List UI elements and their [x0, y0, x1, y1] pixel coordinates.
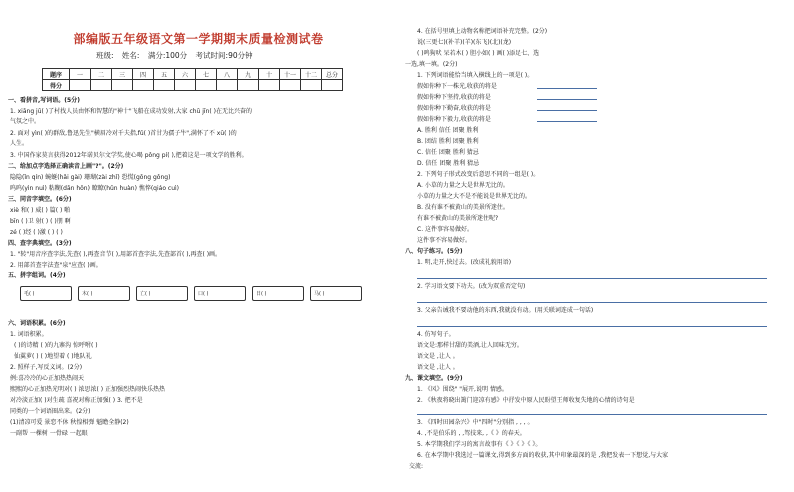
score-table-col: 十二 [301, 69, 322, 80]
score-table-col: 四 [133, 69, 154, 80]
score-table [42, 68, 343, 91]
question-line: 1. 《风》围绕" "展开,说明 情感。 [417, 386, 508, 393]
answer-blank[interactable] [537, 109, 597, 111]
score-table-header-label: 题序 [43, 69, 70, 80]
answer-blank[interactable] [537, 98, 597, 100]
option-line: D. 信任 团聚 胜利 猜忌 [417, 160, 480, 167]
option-line: B. 没有谁不被黄山的美景所迷住。 [417, 204, 509, 211]
section-heading: 九、课文填空。(9分) [405, 375, 463, 382]
word-box-label: 日( ) [256, 291, 267, 297]
question-line: 6. 在本学期中我选过一篇课文,得到多方面的收获,其中印象最深的是 ,我把发表一下想觉,与大家 [417, 452, 669, 459]
answer-line[interactable] [417, 277, 767, 279]
question-line: 对冷淡正加( )对生疏 喜祝对称正加强( ) 3. 把不是 [10, 397, 143, 404]
question-line: 隐隐(ǐn qín) 蜿蜒(hǎi gài) 珊瑚(zài zhǐ) 恐慌(gōng gǒng) [10, 174, 171, 181]
question-line: 4. ,不是伯乐的 , ,驾技来, ,《 》的春天。 [417, 430, 526, 437]
question-line: 1. 词语积累。 [10, 331, 48, 338]
question-line: 交流: [409, 463, 424, 470]
option-line: A. 小草的力量之大是世界无比的。 [417, 182, 509, 189]
answer-blank[interactable] [537, 120, 597, 122]
option-line: A. 胜利 信任 团聚 胜利 [417, 127, 479, 134]
question-line: 2. 面对 yìn( )的群敌,鲁迅先生"横眉冷对千夫指,fǔ( )首甘为孺子牛",满怀了不 xū( )的 [10, 130, 237, 137]
question-line: 语文是:那样甘甜的美酒,让人回味无穷。 [417, 342, 523, 349]
question-line: 2. 下列句子形式改变后意思不同的一组是( )。 [417, 171, 540, 178]
question-line: 人生。 [10, 140, 29, 147]
word-box-label: 亡( ) [140, 291, 151, 297]
word-box-label: 木( ) [82, 291, 93, 297]
option-line: C. 信任 团聚 胜利 猜忌 [417, 149, 479, 156]
question-line: 3. 中国作家莫言获得2012年诺贝尔文学奖,使心喝 pǒng pí( ),把着这是一项文学的胜利。 [10, 152, 248, 159]
question-line: 语文是 ,让人 。 [417, 353, 459, 360]
score-cell[interactable] [196, 80, 217, 91]
question-line: 4. 仿写句子。 [417, 331, 455, 338]
score-table-col: 三 [112, 69, 133, 80]
score-table-col: 八 [217, 69, 238, 80]
word-box[interactable] [194, 286, 246, 301]
question-line: 一副帮 一棵树 一骨碌 一起眼 [10, 430, 88, 437]
word-box[interactable] [20, 286, 72, 301]
question-line: 1. "转"用音序查字法,先查( ),再查音节( ),用部首查字法,先查部首( ),再查( )画。 [10, 251, 222, 258]
question-line: xiè 和( ) 威( ) 篇( ) 啪 [10, 207, 71, 214]
section-heading: 五、拼字组词。(4分) [8, 272, 66, 279]
question-line: bīn ( )卫 射( ) ( )朋 啊 [10, 218, 71, 225]
score-cell[interactable] [322, 80, 343, 91]
word-box[interactable] [78, 286, 130, 301]
question-line: 说(三更七)(补羊)(羊)(东飞)(北)(龙) [417, 39, 512, 46]
score-cell[interactable] [259, 80, 280, 91]
word-box[interactable] [310, 286, 362, 301]
word-box-label: 毛( ) [24, 291, 35, 297]
score-table-col: 七 [196, 69, 217, 80]
option-line: 这件事不容易做好。 [417, 237, 472, 244]
question-line: 一选,填一填。(2分) [405, 61, 458, 68]
option-line: C. 这件事容易做好。 [417, 226, 474, 233]
score-cell[interactable] [280, 80, 301, 91]
question-line: (1)清凉可爱 景恋不休 秋惶相弹 魁瞻全静(2) [10, 419, 129, 426]
question-line: 假如你种下毅力,收获的将是 [417, 116, 491, 123]
score-table-col: 六 [175, 69, 196, 80]
question-line: 1. 下列词语能恰当填入横线上的一项是( )。 [417, 72, 534, 79]
score-table-col: 总分 [322, 69, 343, 80]
section-heading: 二、给加点字选择正确读音上画"?"。(2分) [8, 163, 124, 170]
section-heading: 四、查字典填空。(3分) [8, 240, 72, 247]
score-cell[interactable] [70, 80, 91, 91]
exam-title: 部编版五年级语文第一学期期末质量检测试卷 [73, 32, 324, 46]
section-heading: 一、看拼音,写词语。(5分) [8, 97, 80, 104]
option-line: 小草的力量之大不是不能说是世界无比的。 [417, 193, 532, 200]
score-table-col: 九 [238, 69, 259, 80]
score-table-col: 十一 [280, 69, 301, 80]
answer-line[interactable] [417, 301, 767, 303]
question-line: 3. 父亲告诫我不要动他的东西,我就没有动。(用关联词连成一句话) [417, 307, 594, 314]
option-line: 有谁不被黄山的美景所迷住呢? [417, 215, 499, 222]
section-heading: 六、词语积累。(6分) [8, 320, 66, 327]
question-line: 熙熙的心正加热光明对( ) 浓思浓( ) 正加强烈热闹快乐热热 [10, 386, 165, 393]
question-line: 2. 《秋夜将晓出篱门迎凉有感》中抒发中原人民盼望王师收复失地的心情的诗句是 [417, 397, 635, 404]
word-box-label: 马( ) [314, 291, 325, 297]
question-line: 假如你种下坚持,收获的将是 [417, 94, 491, 101]
answer-line[interactable] [417, 325, 767, 327]
score-table-col: 一 [70, 69, 91, 80]
score-table-col: 五 [154, 69, 175, 80]
score-cell[interactable] [217, 80, 238, 91]
question-line: 4. 在括号里填上动物名称把词语补充完整。(2分) [417, 28, 548, 35]
option-line: B. 团结 胜利 团聚 胜利 [417, 138, 479, 145]
score-cell[interactable] [112, 80, 133, 91]
question-line: 2. 学习语文要下功夫。(改为双重否定句) [417, 283, 526, 290]
score-cell[interactable] [301, 80, 322, 91]
answer-blank[interactable] [537, 87, 597, 89]
section-heading: 八、句子练习。(5分) [405, 248, 463, 255]
score-cell[interactable] [91, 80, 112, 91]
score-cell[interactable] [154, 80, 175, 91]
question-line: zé ( )经 ( )激 ( ) ( ) [10, 229, 63, 236]
question-line: 仙翼萝( ) ( )地望着 ( )地队礼 [14, 353, 92, 360]
score-table-score-row [43, 80, 343, 91]
question-line: 1. 明,走开,快过去。(改成礼貌用语) [417, 259, 512, 266]
question-line: 呜呜(yìn nuì) 粘糊(dān hǒn) 瞭瞭(hǔn huàn) 憔悴(qiáo cuì) [10, 185, 180, 192]
question-line: 例:喜冷冷的心正加热热闹天 [10, 375, 85, 382]
score-table-col: 十 [259, 69, 280, 80]
word-box[interactable] [136, 286, 188, 301]
answer-line[interactable] [417, 413, 767, 415]
question-line: 3. 《四时田园杂兴》中"四时"分别指 , , , 。 [417, 419, 534, 426]
exam-info: 班级: 姓名: 满分:100分 考试时间:90分钟 [96, 51, 253, 60]
question-line: 假如你种下一株光,收获的将是 [417, 83, 497, 90]
score-table-score-label: 得分 [43, 80, 70, 91]
question-line: 气氛之中。 [10, 118, 41, 125]
question-line: 假如你种下勤奋,收获的将是 [417, 105, 491, 112]
score-cell[interactable] [133, 80, 154, 91]
question-line: 2. 照样子,写反义词。(2分) [10, 364, 83, 371]
question-line: 2. 用部首查字法查"泉"应查( )画。 [10, 262, 102, 269]
section-heading: 三、同音字填空。(6分) [8, 196, 72, 203]
question-line: 语文是 ,让人 。 [417, 364, 459, 371]
word-box-label: 口( ) [198, 291, 209, 297]
question-line: 5. 本学期我们学习的寓言故事有《 》《 》《 》。 [417, 441, 542, 448]
score-table-header-row [43, 69, 343, 80]
right-page [397, 0, 794, 492]
question-line: ( )鸣狗吠 呆若木( ) 胆小如( ) 画( )添足七、选 [417, 50, 540, 57]
score-cell[interactable] [238, 80, 259, 91]
question-line: 1. xiāng jū( )了村找人员由怀和智慧的"神十"飞船在成功发射,大家 chū jīn( )在无比兴奋的 [10, 108, 252, 115]
score-table-col: 二 [91, 69, 112, 80]
score-cell[interactable] [175, 80, 196, 91]
question-line: 同类的一个词语圈出来。(2分) [10, 408, 91, 415]
word-box[interactable] [252, 286, 304, 301]
question-line: ( )的诗精 ( )的九寨沟 惊呼咐( ) [14, 342, 98, 349]
